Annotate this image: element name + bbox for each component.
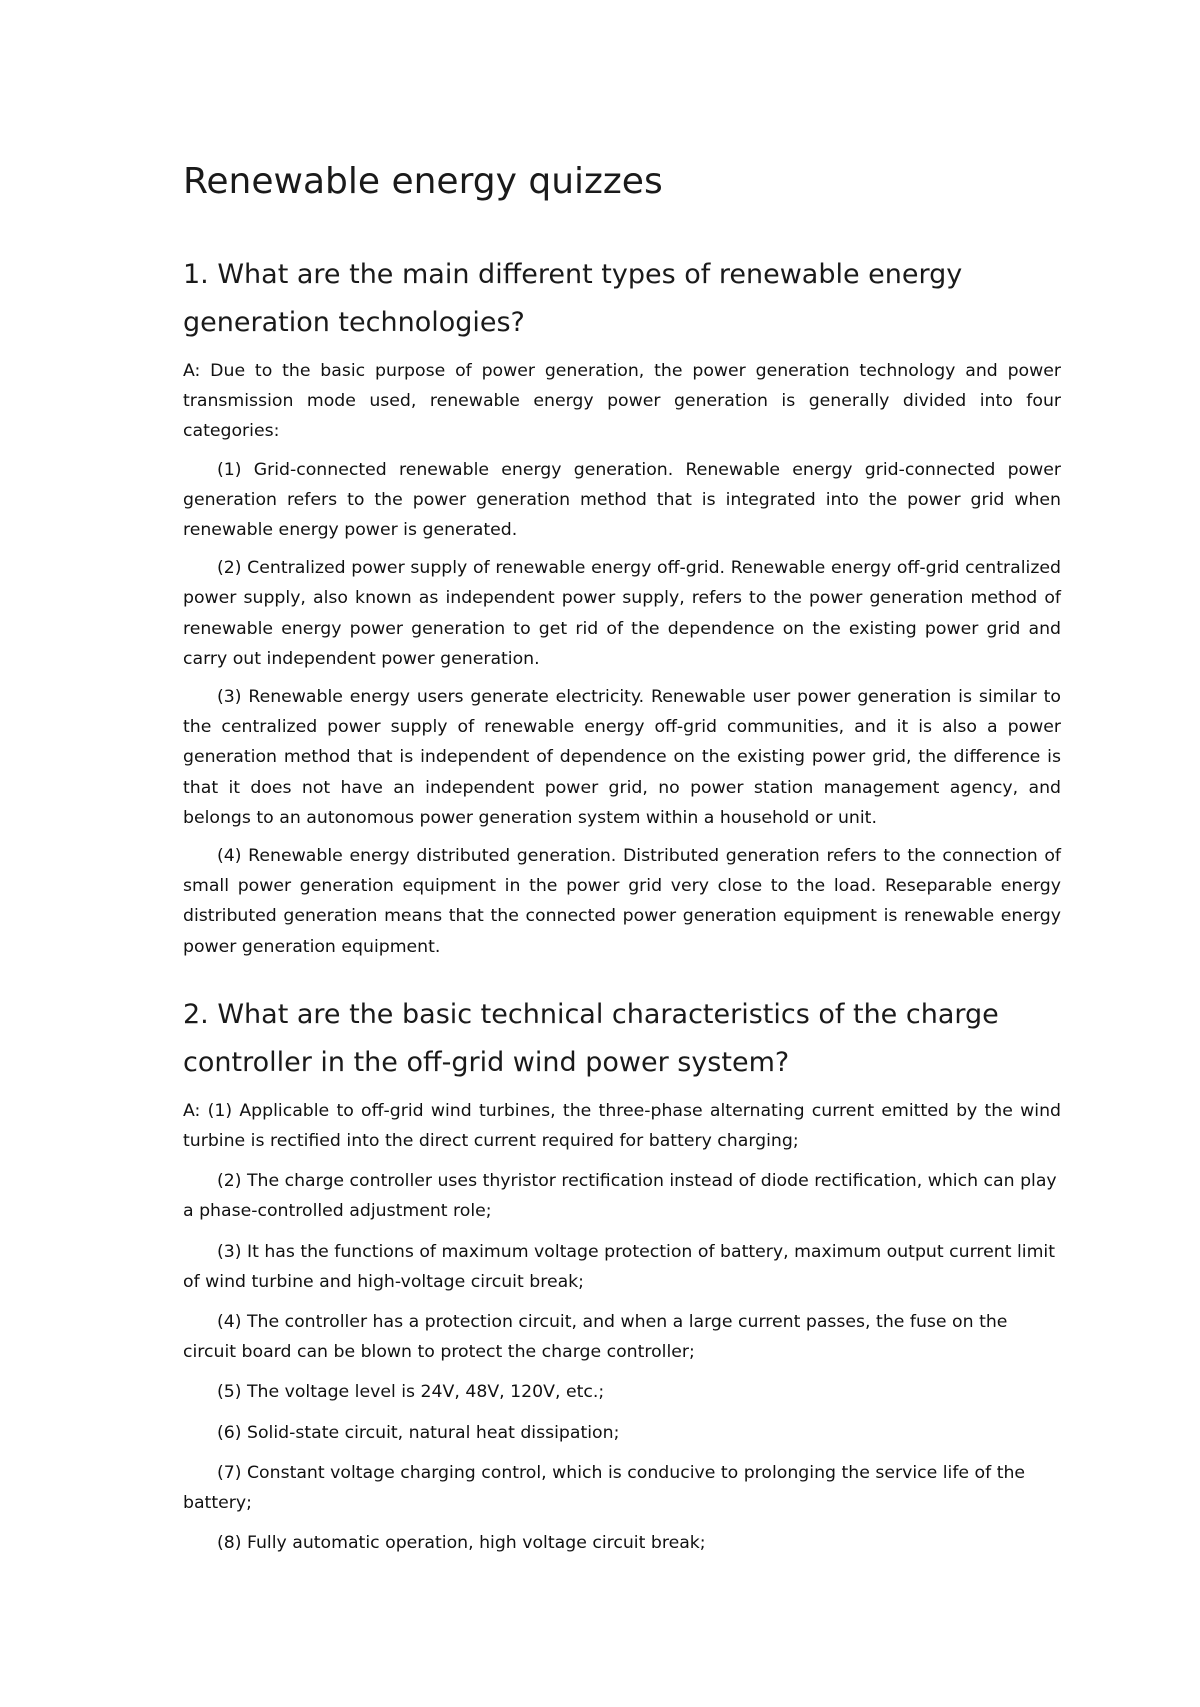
question-2-answer-item-8: (8) Fully automatic operation, high voltage circuit break; xyxy=(217,1533,706,1554)
question-1-answer-item-4: (4) Renewable energy distributed generation. Distributed generation refers to the connection of small power generation equipment in the power grid very close to the load. Reseparable energy distributed generation means that the connected power generation equipment is renewable energy power generation equipment. xyxy=(183,846,1061,957)
question-2-answer-item-2: (2) The charge controller uses thyristor rectification instead of diode rectification, which can play a phase-controlled adjustment role; xyxy=(183,1171,1057,1222)
document-title: Renewable energy quizzes xyxy=(183,161,663,202)
question-1-answer-item-3: (3) Renewable energy users generate electricity. Renewable user power generation is similar to the centralized power supply of renewable energy off-grid communities, and it is also a power generation method that is independent of dependence on the existing power grid, the difference is that it does not have an independent power grid, no power station management agency, and belongs to an autonomous power generation system within a household or unit. xyxy=(183,687,1061,828)
question-2-answer-item-3: (3) It has the functions of maximum voltage protection of battery, maximum output current limit of wind turbine and high-voltage circuit break; xyxy=(183,1241,1055,1292)
question-2-answer-item-5: (5) The voltage level is 24V, 48V, 120V, etc.; xyxy=(217,1382,605,1403)
question-1-answer-intro: A: Due to the basic purpose of power generation, the power generation technology and power transmission mode used, renewable energy power generation is generally divided into four categories: xyxy=(183,361,1061,442)
question-1-heading: 1. What are the main different types of renewable energy generation technologies? xyxy=(183,259,963,338)
question-2-answer-intro: A: (1) Applicable to off-grid wind turbines, the three-phase alternating current emitted by the wind turbine is rectified into the direct current required for battery charging; xyxy=(183,1100,1061,1152)
question-2-answer-item-4: (4) The controller has a protection circuit, and when a large current passes, the fuse on the circuit board can be blown to protect the charge controller; xyxy=(183,1312,1008,1363)
question-2-section xyxy=(183,991,1061,1559)
question-1-answer-item-1: (1) Grid-connected renewable energy generation. Renewable energy grid-connected power generation refers to the power generation method that is integrated into the power grid when renewable energy power is generated. xyxy=(183,459,1061,541)
question-2-heading: 2. What are the basic technical characteristics of the charge controller in the off-grid wind power system? xyxy=(183,998,999,1078)
document-page xyxy=(183,160,1061,1569)
question-1-section xyxy=(183,251,1061,962)
question-2-answer-item-7: (7) Constant voltage charging control, which is conducive to prolonging the service life of the battery; xyxy=(183,1462,1026,1514)
question-2-answer-item-6: (6) Solid-state circuit, natural heat dissipation; xyxy=(217,1422,620,1443)
question-1-answer-item-2: (2) Centralized power supply of renewable energy off-grid. Renewable energy off-grid centralized power supply, also known as independent power supply, refers to the power generation method of renewable energy power generation to get rid of the dependence on the existing power grid and carry out independent power generation. xyxy=(183,558,1061,669)
